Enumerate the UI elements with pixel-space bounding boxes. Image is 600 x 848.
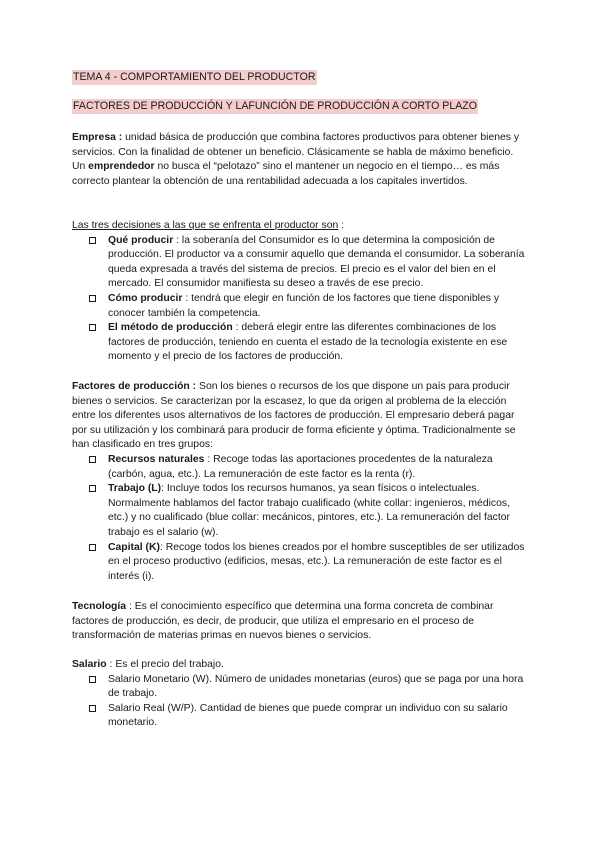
checkbox-bullet-icon <box>89 544 96 551</box>
list-item <box>72 453 532 482</box>
list-item <box>72 321 532 365</box>
empresa-section <box>72 131 532 189</box>
tecnologia-paragraph <box>72 600 532 644</box>
list-item <box>72 292 532 321</box>
tecnologia-text: : Es el conocimiento específico que determina una forma concreta de combinar factores de producción, es decir, de producir, que utiliza el empresario en el proceso de transformación de materias primas en nuevos bienes o servicios. <box>72 601 494 642</box>
factores-text: Son los bienes o recursos de los que dispone un país para producir bienes o servicios. Se caracterizan por la escasez, lo que da origen al problema de la elección entre los diferentes usos alternativos de los factores de producción. El empresario deberá pagar por su utilización y los combinará para producir de forma eficiente y óptima. Tradicionalmente se han clasificado en tres grupos: <box>72 381 516 451</box>
tecnologia-term: Tecnología <box>72 601 127 612</box>
salario-term: Salario <box>72 659 107 670</box>
empresa-text: unidad básica de producción que combina factores productivos para obtener bienes y servicios. Con la finalidad de obtener un beneficio. Clásicamente se habla de máximo beneficio. <box>72 132 520 158</box>
item-term: Recursos naturales <box>108 453 205 465</box>
section-subtitle: FACTORES DE PRODUCCIÓN Y LAFUNCIÓN DE PRODUCCIÓN A CORTO PLAZO <box>73 100 478 112</box>
item-text: Salario Monetario (W). Número de unidades monetarias (euros) que se paga por una hora de trabajo. <box>108 673 524 700</box>
emprendedor-pre: Un <box>72 161 89 173</box>
item-term: Qué producir <box>108 234 174 246</box>
decisiones-intro-suffix: : <box>338 220 345 231</box>
decisiones-list <box>72 234 532 365</box>
page-title: TEMA 4 - COMPORTAMIENTO DEL PRODUCTOR <box>73 71 316 83</box>
emprendedor-paragraph <box>72 160 532 189</box>
item-text: : Recoge todos los bienes creados por el hombre susceptibles de ser utilizados en el proceso productivo (edificios, mesas, etc.). La remuneración de este factor es el interés (i). <box>108 541 525 582</box>
item-term: Cómo producir <box>108 292 183 304</box>
checkbox-bullet-icon <box>89 485 96 492</box>
empresa-term: Empresa : <box>72 132 123 143</box>
item-text: : la soberanía del Consumidor es lo que determina la composición de producción. El productor va a consumir aquello que demanda el consumidor. La soberanía queda expresada a través del sistema de precios. El precio es el valor del bien en el mercado. El consumidor manifiesta su deseo a través de ese precio. <box>108 234 525 290</box>
emprendedor-term: emprendedor <box>88 161 155 173</box>
checkbox-bullet-icon <box>89 237 96 244</box>
list-item <box>72 673 532 702</box>
list-item <box>72 541 532 585</box>
empresa-paragraph <box>72 131 532 160</box>
salario-section <box>72 658 532 731</box>
salario-paragraph <box>72 658 532 673</box>
decisiones-intro-text: Las tres decisiones a las que se enfrenta el productor son <box>72 220 339 231</box>
item-term: El método de producción <box>108 322 233 334</box>
item-term: Trabajo (L) <box>108 483 162 495</box>
checkbox-bullet-icon <box>89 295 96 302</box>
item-text: : Recoge todas las aportaciones procedentes de la naturaleza (carbón, agua, etc.). La remuneración de este factor es la renta (r). <box>108 453 493 480</box>
list-item <box>72 234 532 292</box>
item-text: : deberá elegir entre las diferentes combinaciones de los factores de producción, teniendo en cuenta el estado de la tecnología existente en ese momento y el precio de los factores de producción. <box>108 322 508 363</box>
factores-section <box>72 380 532 584</box>
salario-text: : Es el precio del trabajo. <box>106 659 224 670</box>
tecnologia-section <box>72 600 532 644</box>
item-term: Capital (K) <box>108 541 160 553</box>
decisiones-section <box>72 219 532 365</box>
factores-list <box>72 453 532 584</box>
list-item <box>72 702 532 731</box>
checkbox-bullet-icon <box>89 705 96 712</box>
checkbox-bullet-icon <box>89 676 96 683</box>
item-text: : Incluye todos los recursos humanos, ya sean físicos o intelectuales. Normalmente hablamos del factor trabajo cualificado (white collar: ingenieros, médicos, etc.) y no cualificado (blue collar: mecánicos, pintores, etc.). La remuneración del factor trabajo es el salario (w). <box>108 483 510 538</box>
salario-list <box>72 673 532 731</box>
factores-term: Factores de producción : <box>72 381 197 392</box>
checkbox-bullet-icon <box>89 324 96 331</box>
checkbox-bullet-icon <box>89 456 96 463</box>
list-item <box>72 482 532 540</box>
factores-paragraph <box>72 380 532 453</box>
item-text: Salario Real (W/P). Cantidad de bienes que puede comprar un individuo con su salario monetario. <box>108 702 508 729</box>
decisiones-intro <box>72 219 532 234</box>
emprendedor-text: no busca el “pelotazo” sino el mantener un negocio en el tiempo… es más correcto plantear la obtención de una rentabilidad adecuada a los capitales invertidos. <box>72 161 500 187</box>
item-text: : tendrá que elegir en función de los factores que tiene disponibles y conocer también la competencia. <box>108 292 500 319</box>
